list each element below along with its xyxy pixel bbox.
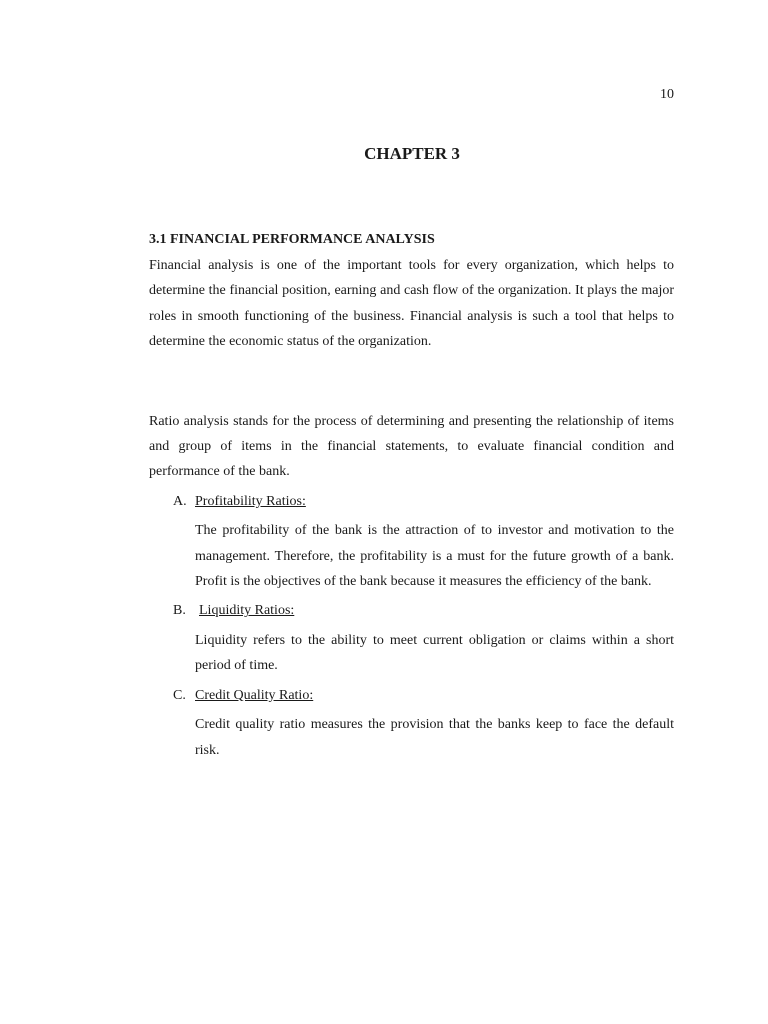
- ratio-list: [149, 489, 674, 763]
- ratio-item-credit-quality: [149, 683, 674, 763]
- ratio-item-liquidity: [149, 598, 674, 678]
- ratio-item-name: Liquidity Ratios:: [199, 603, 295, 619]
- ratio-item-name: Credit Quality Ratio:: [195, 687, 314, 703]
- chapter-title: CHAPTER 3: [364, 144, 460, 163]
- ratio-item-letter: A.: [173, 493, 187, 509]
- ratio-item-header: [149, 489, 674, 514]
- paragraph-ratio-analysis: Ratio analysis stands for the process of determining and presenting the relationship of items and group of items in the financial statements, to evaluate financial condition and performance of the bank.: [149, 413, 674, 480]
- paragraph-gap: [149, 355, 674, 409]
- paragraph-financial-analysis: Financial analysis is one of the important tools for every organization, which helps to determine the financial position, earning and cash flow of the organization. It plays the major roles in smooth functioning of the business. Financial analysis is such a tool that helps to determine the economic status of the organization.: [149, 258, 674, 350]
- ratio-item-description: The profitability of the bank is the attraction of to investor and motivation to the management. Therefore, the profitability is a must for the future growth of a bank. Profit is the objectives of the bank because it measures the efficiency of the bank.: [195, 523, 674, 590]
- ratio-item-letter: B.: [173, 603, 186, 619]
- ratio-item-description: Liquidity refers to the ability to meet current obligation or claims within a short period of time.: [195, 632, 674, 674]
- ratio-item-description: Credit quality ratio measures the provision that the banks keep to face the default risk.: [195, 717, 674, 758]
- ratio-item-header: [149, 598, 674, 623]
- ratio-item-header: [149, 683, 674, 708]
- document-body: [149, 231, 674, 767]
- section-heading: 3.1 FINANCIAL PERFORMANCE ANALYSIS: [149, 232, 435, 247]
- ratio-item-letter: C.: [173, 687, 186, 703]
- ratio-item-name: Profitability Ratios:: [195, 493, 306, 509]
- page-number: 10: [660, 87, 674, 102]
- ratio-item-profitability: [149, 489, 674, 595]
